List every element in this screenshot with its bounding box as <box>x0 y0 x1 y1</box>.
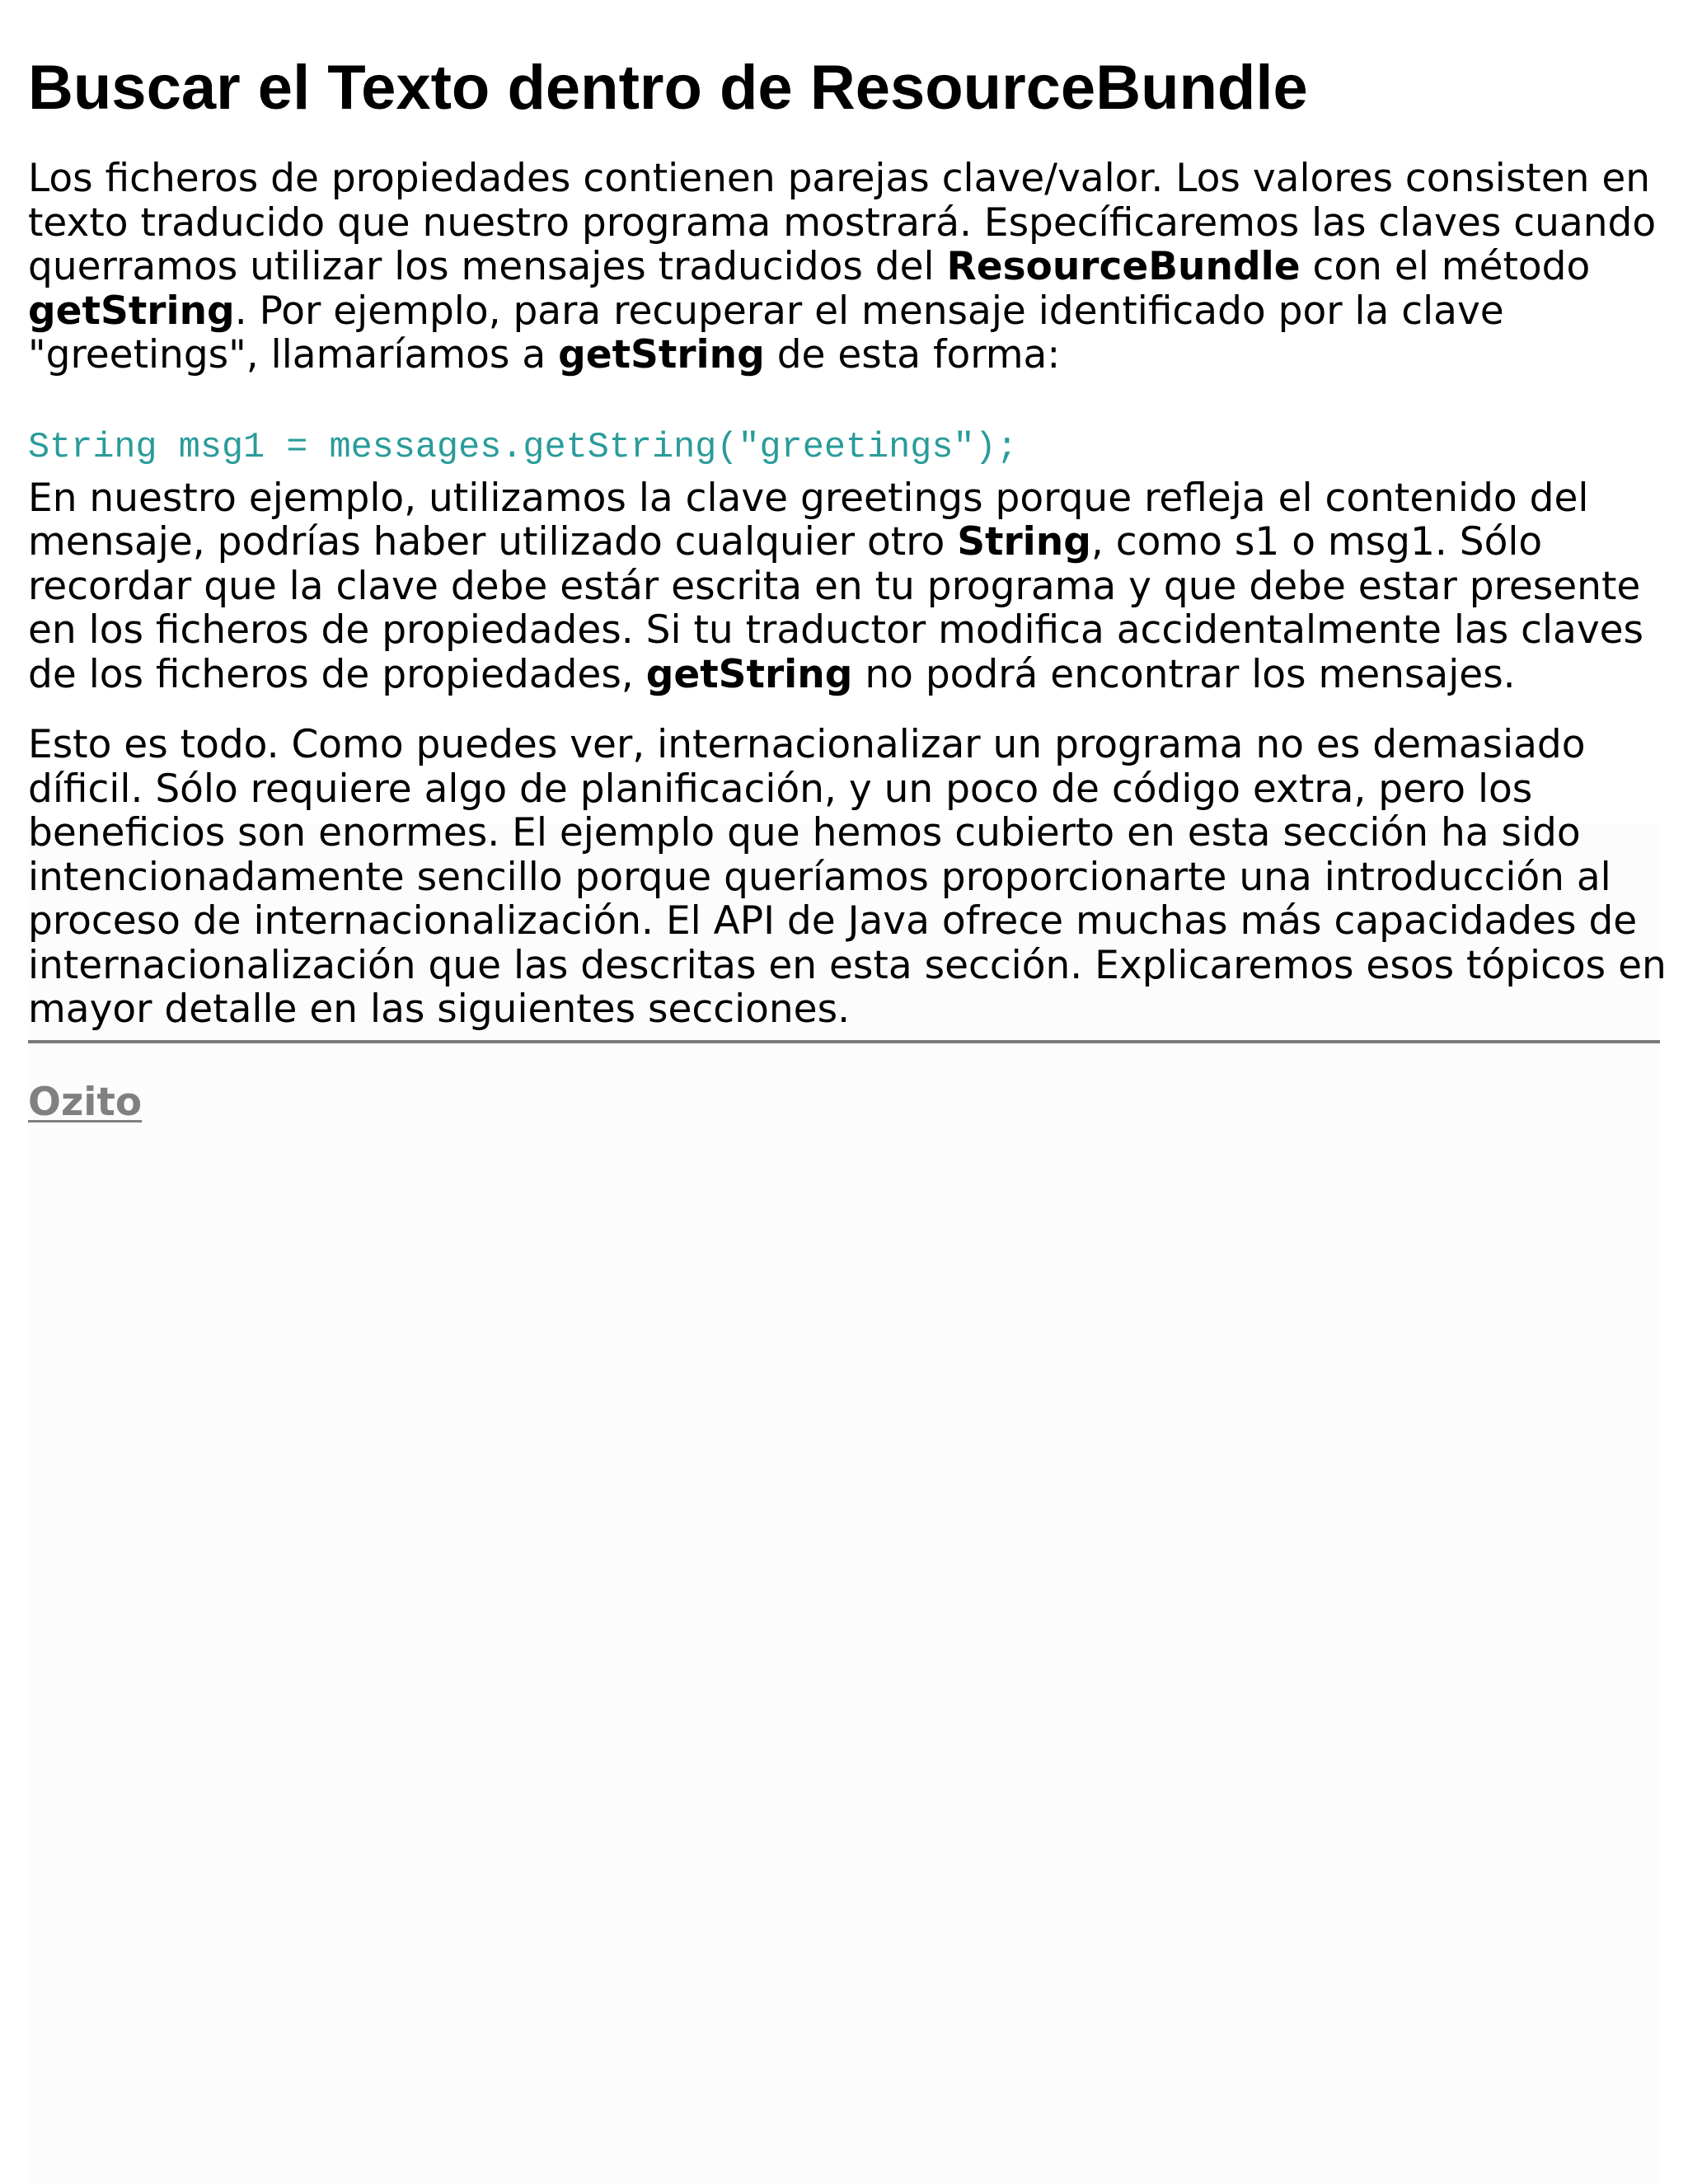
page-title: Buscar el Texto dentro de ResourceBundle <box>28 53 1308 123</box>
intro-paragraph <box>28 157 1668 377</box>
intro-text-2: con el método <box>1300 244 1591 289</box>
explanation-bold-getstring: getString <box>645 651 853 697</box>
intro-text-3: . Por ejemplo, para recuperar el mensaje identificado por la clave "greetings", llamaríamos a <box>28 288 1504 377</box>
intro-bold-getstring: getString <box>28 288 235 334</box>
code-example: String msg1 = messages.getString("greetings"); <box>28 427 1018 468</box>
closing-paragraph: Esto es todo. Como puedes ver, internacionalizar un programa no es demasiado díficil. Sólo requiere algo de planificación, y un poco de código extra, pero los beneficios son enormes. El ejemplo que hemos cubierto en esta sección ha sido intencionadamente sencillo porque queríamos proporcionarte una introducción al proceso de internacionalización. El API de Java ofrece muchas más capacidades de internacionalización que las descritas en esta sección. Explicaremos esos tópicos en mayor detalle en las siguientes secciones. <box>28 722 1667 1032</box>
intro-text-1: Los ficheros de propiedades contienen parejas clave/valor. Los valores consisten en texto traducido que nuestro programa mostrará. Específicaremos las claves cuando querramos utilizar los mensajes traducidos del <box>28 156 1657 289</box>
explanation-paragraph <box>28 476 1668 697</box>
explanation-text-2: , como s1 o msg1. Sólo recordar que la clave debe estár escrita en tu programa y que debe estar presente en los ficheros de propiedades. Si tu traductor modifica accidentalmente las claves de los ficheros de propiedades, <box>28 519 1644 697</box>
divider <box>28 1040 1660 1043</box>
content <box>28 0 1668 1124</box>
intro-text-4: de esta forma: <box>764 332 1061 377</box>
intro-bold-resourcebundle: ResourceBundle <box>946 244 1301 289</box>
intro-bold-getstring-2: getString <box>558 332 765 377</box>
explanation-text-3: no podrá encontrar los mensajes. <box>852 651 1516 697</box>
ozito-link[interactable]: Ozito <box>28 1079 143 1125</box>
explanation-bold-string: String <box>957 519 1091 565</box>
explanation-text-1: En nuestro ejemplo, utilizamos la clave greetings porque refleja el contenido del mensaje, podrías haber utilizado cualquier otro <box>28 475 1589 565</box>
